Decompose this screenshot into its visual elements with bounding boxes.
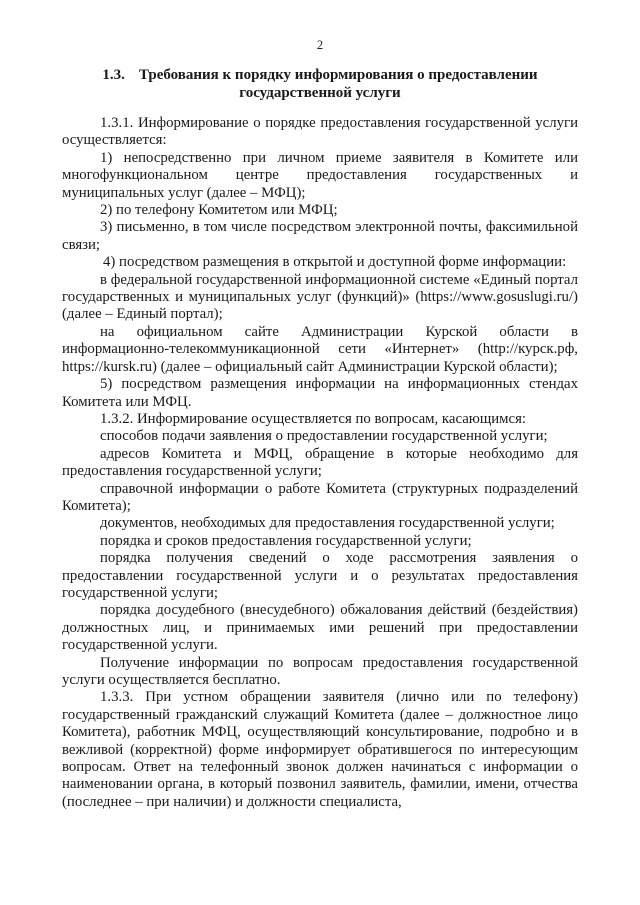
- paragraph: 1) непосредственно при личном приеме заявителя в Комитете или многофункциональном центре предоставления государственных и муниципальных услуг (далее – МФЦ);: [62, 149, 578, 201]
- paragraph: в федеральной государственной информационной системе «Единый портал государственных и муниципальных услуг (функций)» (https://www.gosuslugi.ru/) (далее – Единый портал);: [62, 271, 578, 323]
- paragraph: 1.3.1. Информирование о порядке предоставления государственной услуги осуществляется:: [62, 115, 578, 149]
- paragraph: адресов Комитета и МФЦ, обращение в которые необходимо для предоставления государственной услуги;: [62, 445, 578, 480]
- section-title: Требования к порядку информирования о предоставлении государственной услуги: [138, 67, 538, 101]
- paragraph: порядка получения сведений о ходе рассмотрения заявления о предоставлении государственной услуги и о результатах предоставления государственной услуги;: [62, 550, 578, 601]
- paragraph: 1.3.2. Информирование осуществляется по вопросам, касающимся:: [100, 410, 526, 427]
- paragraph: 4) посредством размещения в открытой и доступной форме информации:: [103, 254, 567, 271]
- page-number: 2: [316, 38, 324, 52]
- paragraph: Получение информации по вопросам предоставления государственной услуги осуществляется бесплатно.: [62, 654, 578, 688]
- paragraph: 5) посредством размещения информации на информационных стендах Комитета или МФЦ.: [62, 376, 578, 410]
- section-number: 1.3.: [102, 67, 125, 83]
- paragraph: на официальном сайте Администрации Курской области в информационно-телекоммуникационной сети «Интернет» (http://курск.рф, https://kursk.ru) (далее – официальный сайт Администрации Курской области);: [62, 323, 578, 375]
- paragraph: 3) письменно, в том числе посредством электронной почты, факсимильной связи;: [62, 219, 578, 253]
- section-heading: [62, 66, 578, 102]
- paragraph: справочной информации о работе Комитета (структурных подразделений Комитета);: [62, 480, 578, 514]
- paragraph: 2) по телефону Комитетом или МФЦ;: [100, 202, 338, 219]
- paragraph: порядка досудебного (внесудебного) обжалования действий (бездействия) должностных лиц, и принимаемых ими решений при предоставлении государственной услуги.: [62, 602, 578, 654]
- paragraph: порядка и сроков предоставления государственной услуги;: [100, 532, 472, 549]
- paragraph: 1.3.3. При устном обращении заявителя (лично или по телефону) государственный гражданский служащий Комитета (далее – должностное лицо Комитета), работник МФЦ, осуществляющий консультирование, подробно и в вежливой (корректной) форме информирует обратившегося по интересующим вопросам. Ответ на телефонный звонок должен начинаться с информации о наименовании органа, в который позвонил заявитель, фамилии, имени, отчества (последнее – при наличии) и должности специалиста,: [62, 689, 578, 810]
- paragraph: способов подачи заявления о предоставлении государственной услуги;: [100, 428, 548, 445]
- paragraph: документов, необходимых для предоставления государственной услуги;: [100, 515, 555, 532]
- document-body: [62, 115, 578, 811]
